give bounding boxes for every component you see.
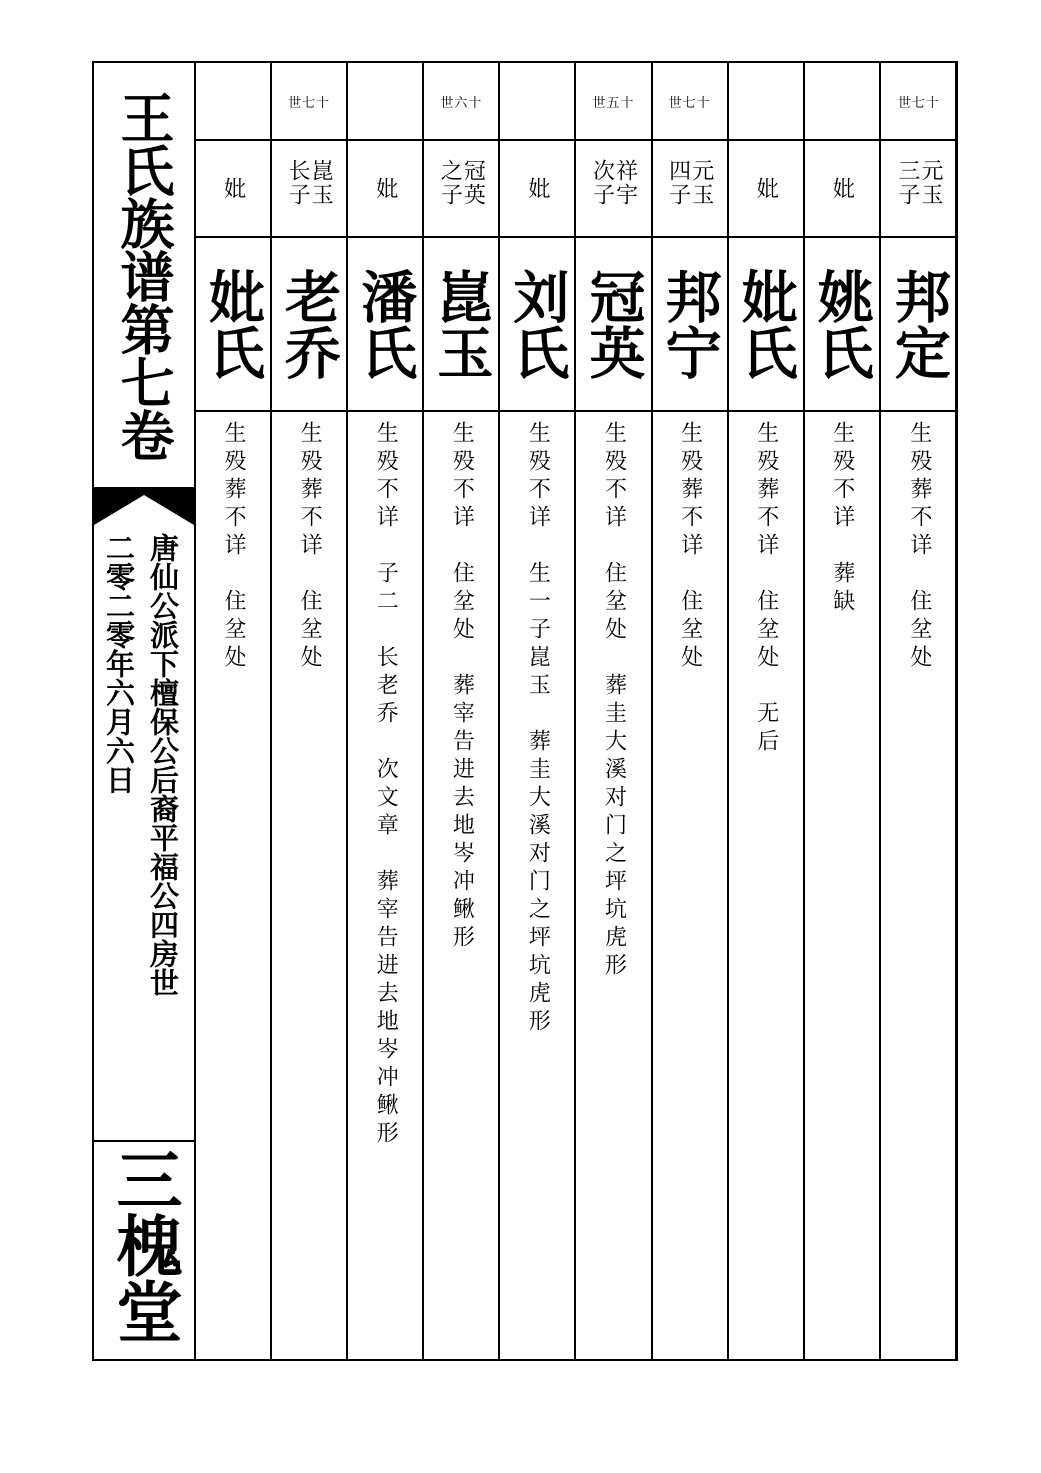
person-name: 刘氏 (500, 238, 574, 412)
person-name: 姚氏 (805, 238, 879, 412)
person-name: 崑玉 (424, 238, 498, 412)
relation-label: 冠英之子 (424, 141, 498, 238)
compile-date: 二零二零年六月六日 (102, 533, 136, 794)
record-column (576, 63, 652, 1359)
person-info: 生殁不详 子二 长老乔 次文章 葬宰告进去地岑冲鳅形 (373, 421, 399, 1149)
generation-label (729, 63, 803, 141)
relation-label: 元玉四子 (653, 141, 727, 238)
record-column (348, 63, 424, 1359)
volume-title: 王氏族谱第七卷 (112, 89, 176, 461)
hall-name: 三槐堂 (105, 1146, 183, 1344)
person-info: 生殁不详 生一子崑玉 葬圭大溪对门之坪坑虎形 (525, 421, 551, 1037)
generation-label: 十七世 (881, 63, 957, 141)
person-name: 冠英 (576, 238, 650, 412)
person-name: 潘氏 (348, 238, 422, 412)
person-name: 邦定 (881, 238, 957, 412)
person-name: 妣氏 (729, 238, 803, 412)
generation-label (196, 63, 270, 141)
person-info: 生殁葬不详 住坌处 (906, 421, 932, 673)
divider (94, 1140, 194, 1142)
black-wedge-ornament (94, 487, 194, 525)
record-column (424, 63, 500, 1359)
person-info: 生殁葬不详 住坌处 (677, 421, 703, 673)
generation-label (805, 63, 879, 141)
generation-label: 十七世 (653, 63, 727, 141)
person-info: 生殁不详 住坌处 葬圭大溪对门之坪坑虎形 (601, 421, 627, 981)
relation-label: 妣 (729, 141, 803, 238)
title-block (94, 63, 196, 1359)
relation-label: 妣 (196, 141, 270, 238)
person-info: 生殁不详 住坌处 葬宰告进去地岑冲鳅形 (449, 421, 475, 953)
lineage-subtitle: 唐仙公派下檀保公后裔平福公四房世 (146, 533, 180, 997)
person-info: 生殁葬不详 住坌处 (297, 421, 323, 673)
generation-label (500, 63, 574, 141)
record-column (729, 63, 805, 1359)
person-name: 妣氏 (196, 238, 270, 412)
generation-label: 十六世 (424, 63, 498, 141)
relation-label: 妣 (500, 141, 574, 238)
person-name: 老乔 (272, 238, 346, 412)
person-info: 生殁葬不详 住坌处 无后 (753, 421, 779, 757)
relation-label: 妣 (348, 141, 422, 238)
record-column (881, 63, 957, 1359)
genealogy-page (92, 61, 958, 1361)
person-info: 生殁不详 葬缺 (829, 421, 855, 617)
relation-label: 元玉三子 (881, 141, 957, 238)
relation-label: 妣 (805, 141, 879, 238)
record-columns (196, 63, 955, 1359)
record-column (272, 63, 348, 1359)
person-info: 生殁葬不详 住坌处 (221, 421, 247, 673)
generation-label: 十五世 (576, 63, 650, 141)
record-column (196, 63, 272, 1359)
generation-label: 十七世 (272, 63, 346, 141)
person-name: 邦宁 (653, 238, 727, 412)
record-column (500, 63, 576, 1359)
record-column (653, 63, 729, 1359)
generation-label (348, 63, 422, 141)
relation-label: 祥宇次子 (576, 141, 650, 238)
relation-label: 崑玉长子 (272, 141, 346, 238)
record-column (805, 63, 881, 1359)
